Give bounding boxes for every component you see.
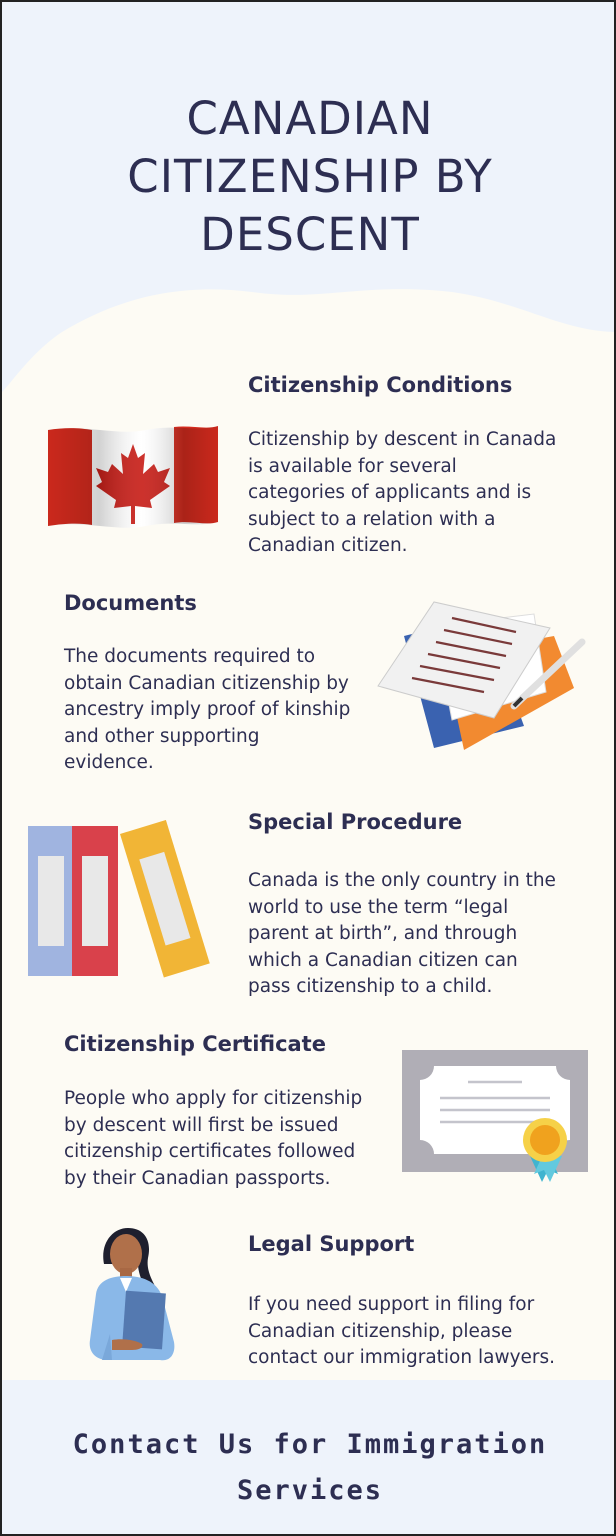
section-text-documents xyxy=(64,644,350,777)
section-text-procedure xyxy=(248,868,556,1001)
text-line: evidence. xyxy=(64,752,154,773)
text-line: Canadian citizen. xyxy=(248,535,408,556)
text-line: by their Canadian passports. xyxy=(64,1167,331,1189)
text-line: parent at birth”, and through xyxy=(248,923,518,944)
documents-icon xyxy=(374,596,588,756)
section-title-procedure: Special Procedure xyxy=(248,810,463,834)
title-line-2: CITIZENSHIP BY xyxy=(127,150,493,203)
section-text-certificate xyxy=(64,1086,362,1192)
footer-line-2: Services xyxy=(236,1475,384,1506)
section-text-legal xyxy=(248,1292,555,1372)
text-line: The documents required to xyxy=(64,646,316,667)
text-line: categories of applicants and is xyxy=(248,482,532,503)
text-line: world to use the term “legal xyxy=(248,896,509,918)
binders-icon xyxy=(28,820,214,980)
text-line: Citizenship by descent in Canada xyxy=(248,429,557,450)
title-line-3: DESCENT xyxy=(200,208,420,261)
lawyer-icon xyxy=(82,1224,186,1366)
footer-line-1: Contact Us for Immigration xyxy=(72,1429,548,1460)
certificate-icon xyxy=(402,1048,588,1184)
text-line: subject to a relation with a xyxy=(248,508,496,530)
text-line: ancestry imply proof of kinship xyxy=(64,699,351,720)
section-title-legal: Legal Support xyxy=(248,1232,415,1256)
text-line: Canada is the only country in the xyxy=(248,870,556,891)
text-line: is available for several xyxy=(248,455,457,477)
text-line: pass citizenship to a child. xyxy=(248,976,493,997)
section-title-documents: Documents xyxy=(64,591,197,615)
text-line: and other supporting xyxy=(64,725,260,747)
section-text-conditions xyxy=(248,427,556,560)
page-title xyxy=(2,90,616,264)
title-line-1: CANADIAN xyxy=(186,92,434,145)
text-line: Canadian citizenship, please xyxy=(248,1320,513,1342)
text-line: citizenship certificates followed xyxy=(64,1141,356,1162)
text-line: contact our immigration lawyers. xyxy=(248,1347,556,1368)
footer-cta[interactable] xyxy=(2,1422,616,1514)
section-title-conditions: Citizenship Conditions xyxy=(248,373,513,397)
text-line: which a Canadian citizen can xyxy=(248,949,518,971)
canada-flag-icon xyxy=(46,422,220,534)
text-line: obtain Canadian citizenship by xyxy=(64,672,349,694)
text-line: by descent will first be issued xyxy=(64,1114,339,1136)
section-title-certificate: Citizenship Certificate xyxy=(64,1032,326,1056)
text-line: If you need support in filing for xyxy=(248,1294,535,1315)
text-line: People who apply for citizenship xyxy=(64,1088,363,1109)
